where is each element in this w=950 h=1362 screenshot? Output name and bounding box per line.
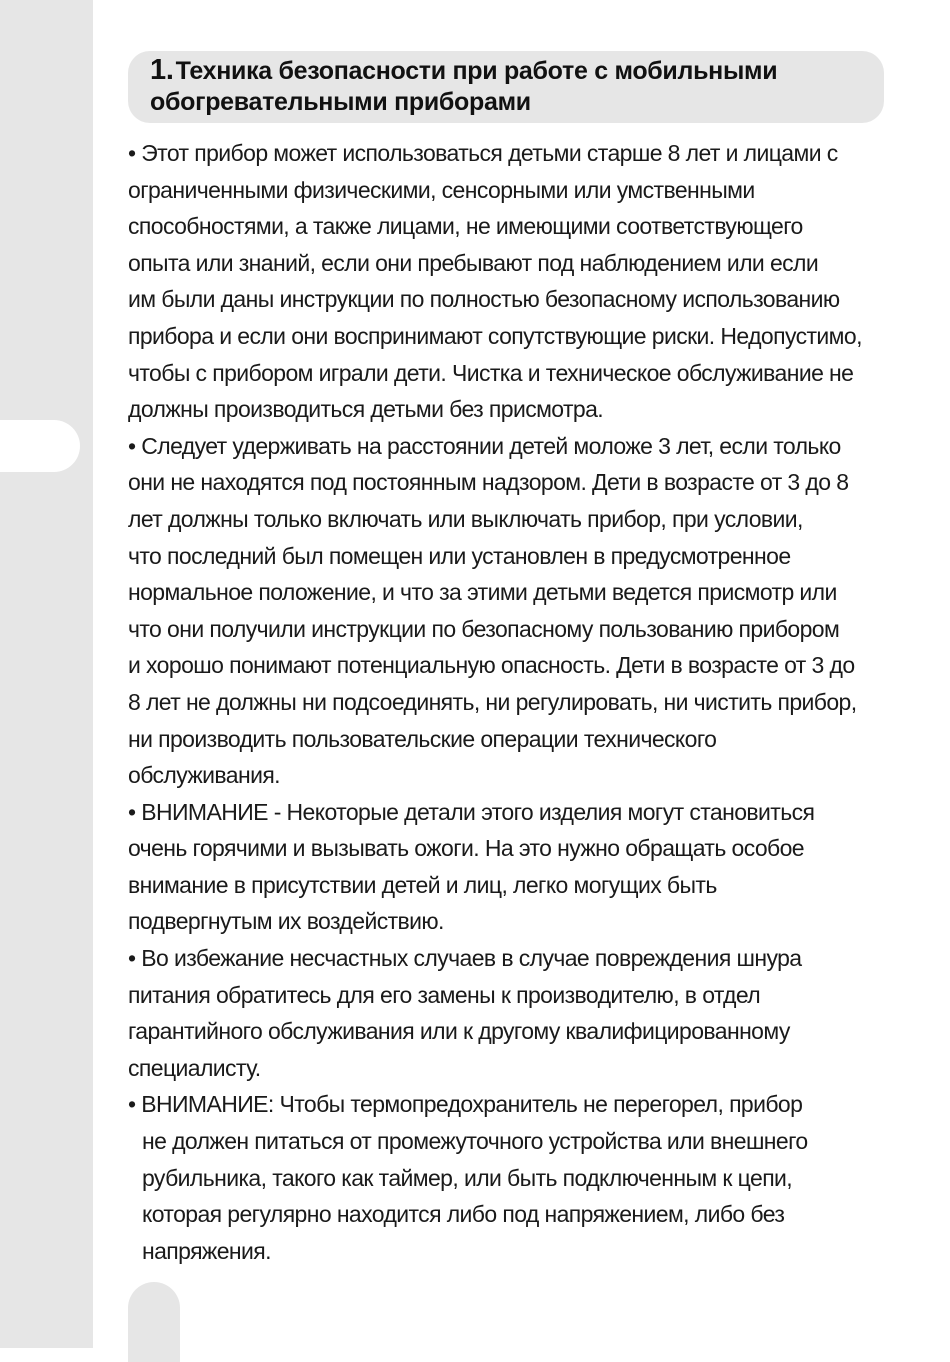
text-line: ограниченными физическими, сенсорными или умственными: [128, 176, 755, 203]
text-line: специалисту.: [128, 1054, 261, 1081]
text-line: питания обратитесь для его замены к производителю, в отдел: [128, 981, 761, 1008]
text-line: что они получили инструкции по безопасному пользованию прибором: [128, 615, 840, 642]
section-title-line-1: Техника безопасности при работе с мобильными: [175, 57, 778, 85]
section-title: [150, 55, 884, 118]
section-title-line-2: обогревательными приборами: [150, 88, 531, 116]
paragraph-children-supervision: [128, 135, 908, 428]
text-line: им были даны инструкции по полностью безопасному использованию: [128, 286, 840, 313]
side-margin-strip: [0, 0, 93, 1348]
text-line: которая регулярно находится либо под напряжением, либо без: [142, 1201, 785, 1228]
text-line: подвергнутым их воздействию.: [128, 908, 444, 935]
paragraph-power-cord: [128, 940, 908, 1086]
paragraph-young-children: [128, 428, 908, 794]
text-line: способностями, а также лицами, не имеющими соответствующего: [128, 213, 803, 240]
text-line: нормальное положение, и что за этими детьми ведется присмотр или: [128, 579, 837, 606]
text-line: • Следует удерживать на расстоянии детей моложе 3 лет, если только: [128, 432, 841, 459]
text-line: опыта или знаний, если они пребывают под наблюдением или если: [128, 249, 819, 276]
bottom-tab-marker: [128, 1282, 180, 1362]
text-line: что последний был помещен или установлен в предусмотренное: [128, 542, 791, 569]
text-line: • Во избежание несчастных случаев в случае повреждения шнура: [128, 945, 802, 972]
text-line: и хорошо понимают потенциальную опасность. Дети в возрасте от 3 до: [128, 652, 855, 679]
text-line: прибора и если они воспринимают сопутствующие риски. Недопустимо,: [128, 322, 862, 349]
text-line: очень горячими и вызывать ожоги. На это нужно обращать особое: [128, 835, 804, 862]
section-header: [128, 51, 884, 123]
text-line: • ВНИМАНИЕ: Чтобы термопредохранитель не перегорел, прибор: [128, 1091, 803, 1118]
text-line: гарантийного обслуживания или к другому квалифицированному: [128, 1018, 790, 1045]
text-line: чтобы с прибором играли дети. Чистка и техническое обслуживание не: [128, 359, 854, 386]
paragraph-thermal-fuse-warning: [128, 1086, 908, 1269]
text-line: лет должны только включать или выключать прибор, при условии,: [128, 505, 803, 532]
text-line: они не находятся под постоянным надзором. Дети в возрасте от 3 до 8: [128, 469, 849, 496]
text-line: внимание в присутствии детей и лиц, легко могущих быть: [128, 871, 717, 898]
text-line: • ВНИМАНИЕ - Некоторые детали этого изделия могут становиться: [128, 798, 815, 825]
safety-text-body: [128, 135, 908, 1269]
text-line: • Этот прибор может использоваться детьми старше 8 лет и лицами с: [128, 140, 838, 166]
text-line: напряжения.: [142, 1237, 271, 1264]
text-line: рубильника, такого как таймер, или быть подключенным к цепи,: [142, 1164, 793, 1191]
paragraph-hot-parts-warning: [128, 794, 908, 940]
text-line: должны производиться детьми без присмотра.: [128, 396, 604, 423]
text-line: обслуживания.: [128, 762, 280, 789]
section-number: 1.: [150, 54, 174, 86]
side-tab-marker: [0, 420, 80, 472]
text-line: 8 лет не должны ни подсоединять, ни регулировать, ни чистить прибор,: [128, 688, 857, 715]
text-line: не должен питаться от промежуточного устройства или внешнего: [142, 1128, 808, 1155]
text-line: ни производить пользовательские операции технического: [128, 725, 717, 752]
